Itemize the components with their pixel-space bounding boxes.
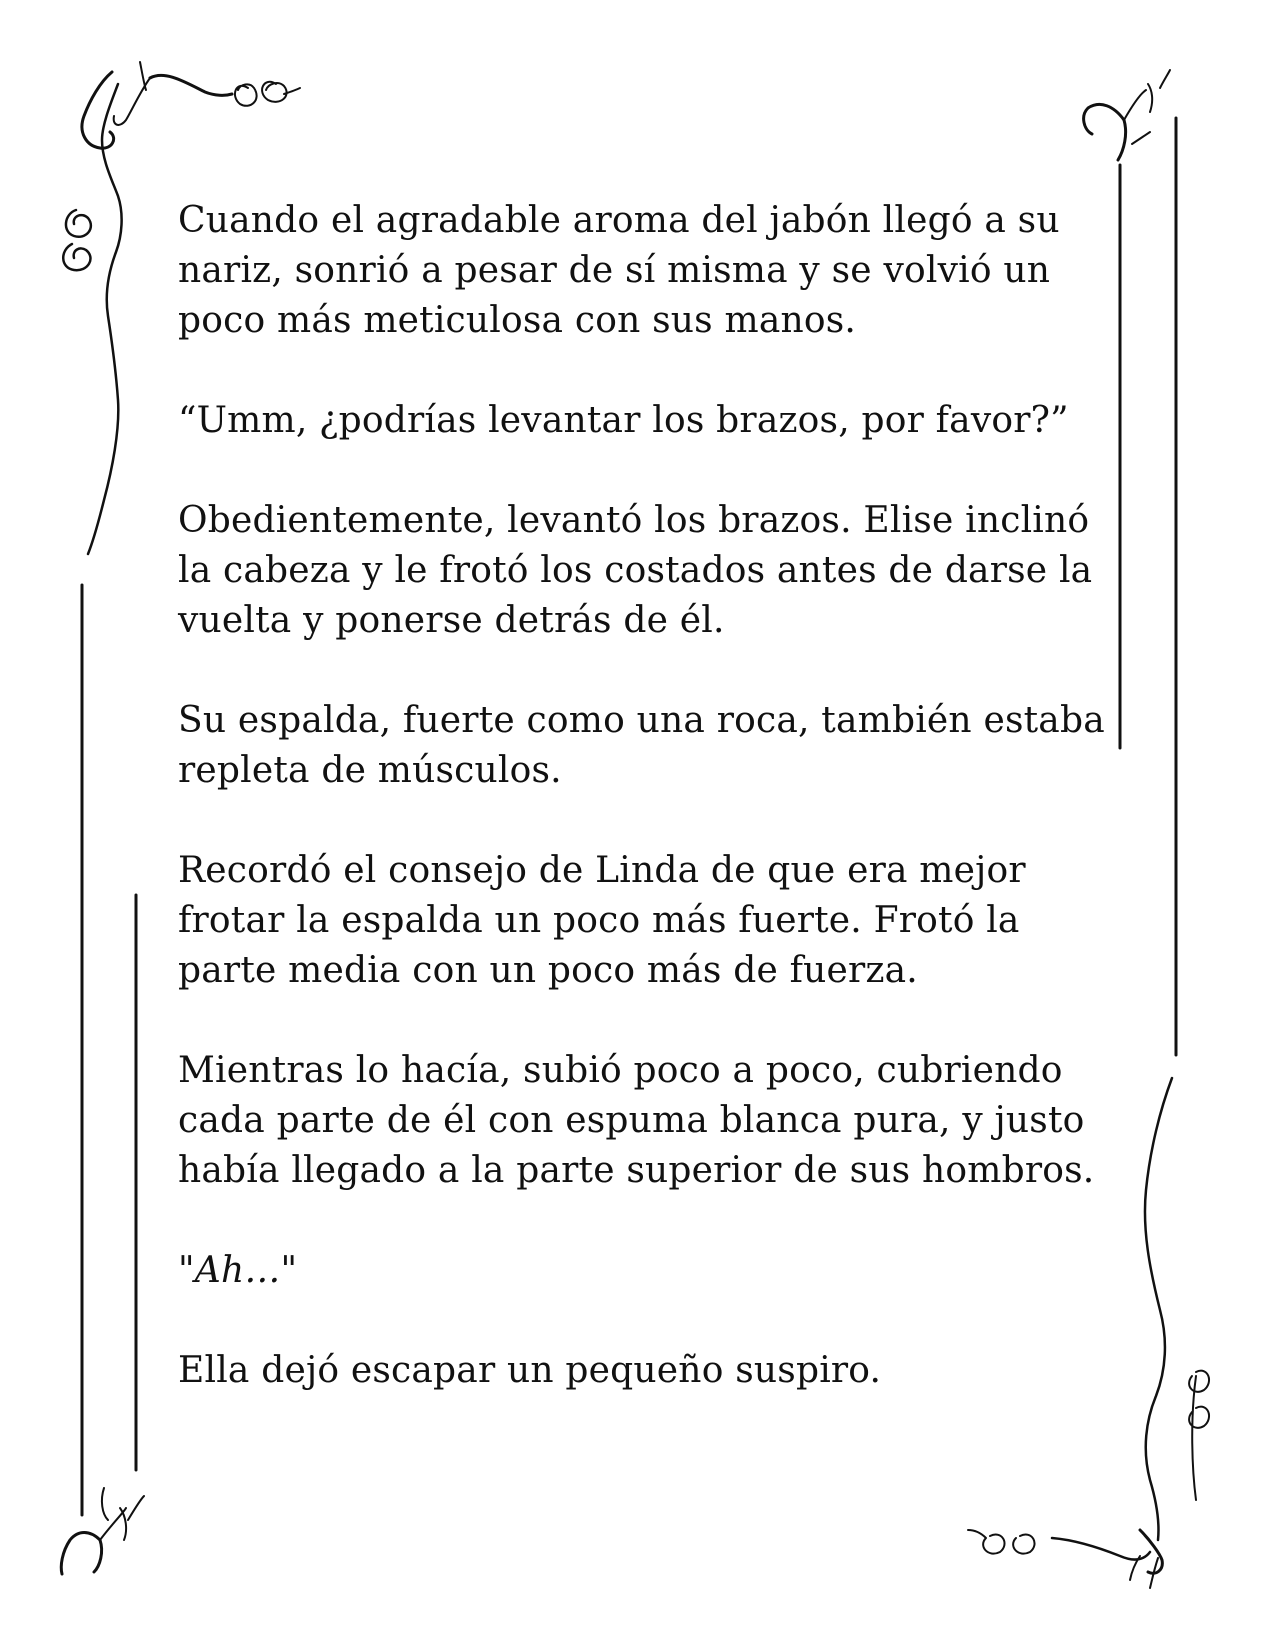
paragraph-4: Su espalda, fuerte como una roca, también estaba repleta de músculos. <box>178 700 1105 791</box>
paragraph-8: Ella dejó escapar un pequeño suspiro. <box>178 1350 882 1391</box>
paragraph-3: Obedientemente, levantó los brazos. Elise inclinó la cabeza y le frotó los costados antes de darse la vuelta y ponerse detrás de él. <box>178 500 1093 641</box>
paragraph-1: Cuando el agradable aroma del jabón llegó a su nariz, sonrió a pesar de sí misma y se volvió un poco más meticulosa con sus manos. <box>178 200 1060 341</box>
bottom-left-flourish-icon <box>61 1488 144 1574</box>
paragraph-7: "Ah…" <box>178 1250 298 1291</box>
paragraph-6: Mientras lo hacía, subió poco a poco, cubriendo cada parte de él con espuma blanca pura, y justo había llegado a la parte superior de sus hombros. <box>178 1050 1095 1191</box>
paragraph-5: Recordó el consejo de Linda de que era mejor frotar la espalda un poco más fuerte. Frotó la parte media con un poco más de fuerza. <box>178 850 1026 991</box>
top-right-flourish-icon <box>1084 70 1170 160</box>
story-text <box>178 196 1108 1446</box>
paragraph-2: “Umm, ¿podrías levantar los brazos, por favor?” <box>178 400 1069 441</box>
